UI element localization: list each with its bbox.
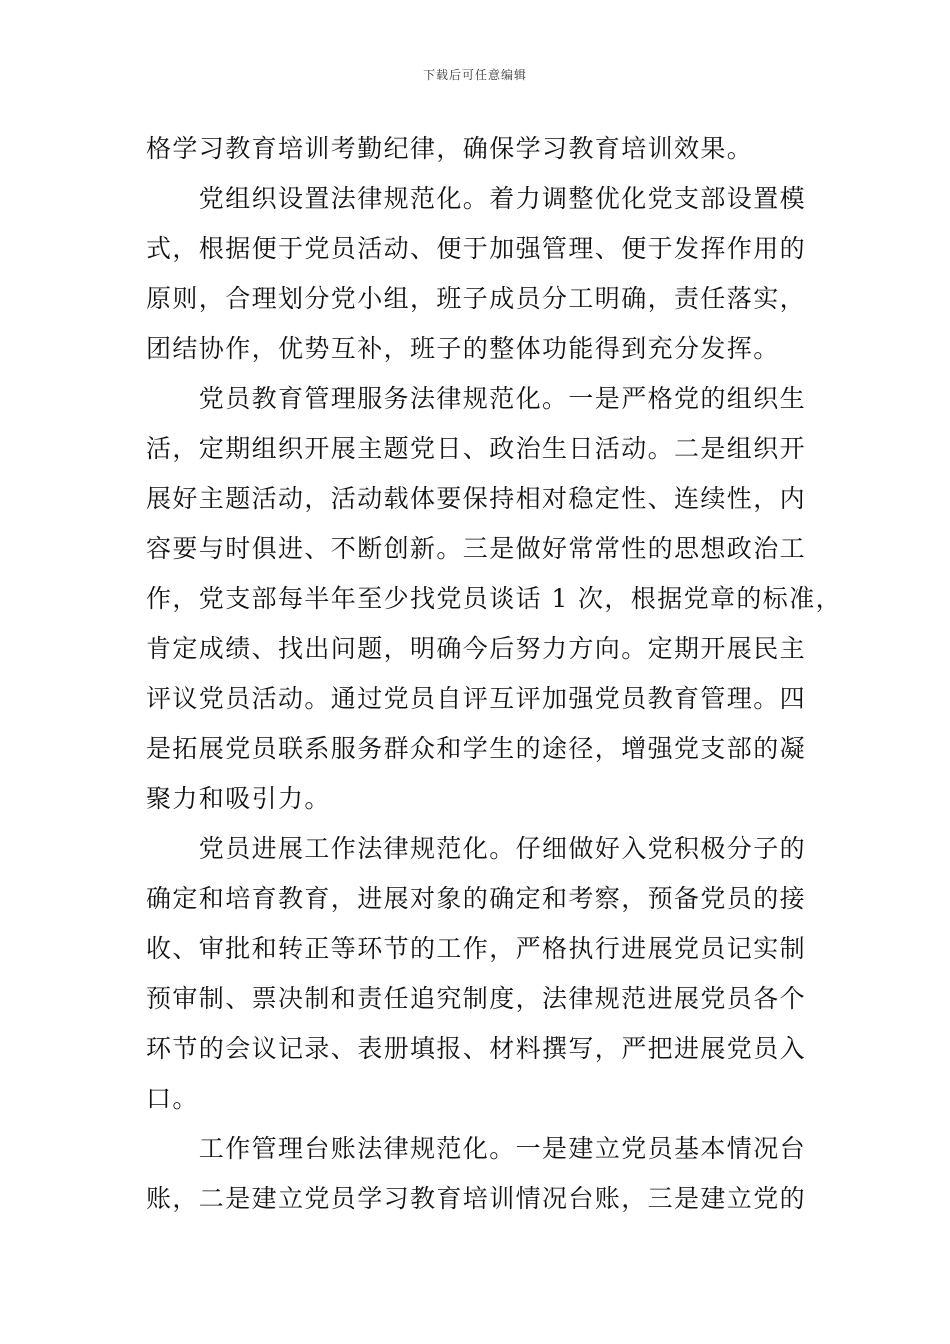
text-line: 团结协作，优势互补，班子的整体功能得到充分发挥。 (146, 334, 780, 363)
text-line: 党员教育管理服务法律规范化。一是严格党的组织生 (146, 384, 807, 413)
text-line: 工作管理台账法律规范化。一是建立党员基本情况台 (146, 1134, 807, 1163)
text-line: 活，定期组织开展主题党日、政治生日活动。二是组织开 (146, 434, 807, 463)
document-body (146, 124, 843, 1224)
text-line: 格学习教育培训考勤纪律，确保学习教育培训效果。 (146, 134, 754, 163)
text-line: 党组织设置法律规范化。着力调整优化党支部设置模 (146, 184, 807, 213)
text-line: 预审制、票决制和责任追究制度，法律规范进展党员各个 (146, 984, 807, 1013)
text-line: 评议党员活动。通过党员自评互评加强党员教育管理。四 (146, 684, 807, 713)
text-line: 原则，合理划分党小组，班子成员分工明确，责任落实， (146, 284, 807, 313)
text-line: 确定和培育教育，进展对象的确定和考察，预备党员的接 (146, 884, 807, 913)
text-line: 口。 (146, 1084, 199, 1113)
text-line: 展好主题活动，活动载体要保持相对稳定性、连续性，内 (146, 484, 807, 513)
text-line: 党员进展工作法律规范化。仔细做好入党积极分子的 (146, 834, 807, 863)
page-header: 下载后可任意编辑 (422, 68, 527, 82)
text-line: 式，根据便于党员活动、便于加强管理、便于发挥作用的 (146, 234, 807, 263)
text-line: 是拓展党员联系服务群众和学生的途径，增强党支部的凝 (146, 734, 807, 763)
text-line: 环节的会议记录、表册填报、材料撰写，严把进展党员入 (146, 1034, 807, 1063)
text-line: 账，二是建立党员学习教育培训情况台账，三是建立党的 (146, 1184, 807, 1213)
text-line: 聚力和吸引力。 (146, 784, 331, 813)
text-line: 作，党支部每半年至少找党员谈话 1 次，根据党章的标准， (146, 584, 843, 613)
text-line: 肯定成绩、找出问题，明确今后努力方向。定期开展民主 (146, 634, 807, 663)
text-line: 收、审批和转正等环节的工作，严格执行进展党员记实制 (146, 934, 807, 963)
text-line: 容要与时俱进、不断创新。三是做好常常性的思想政治工 (146, 534, 807, 563)
